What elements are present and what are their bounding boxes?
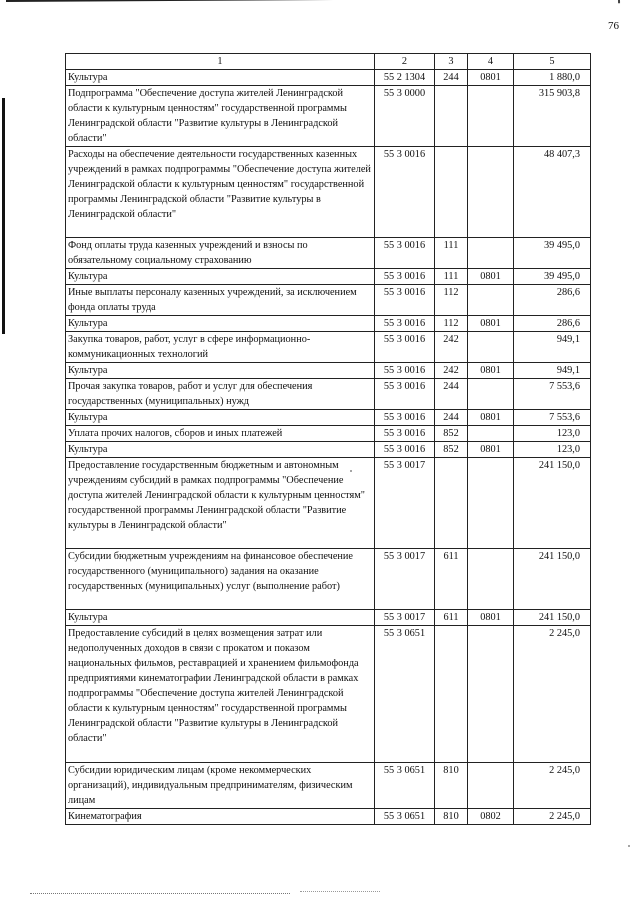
row-vr-cell: 810: [435, 763, 468, 809]
row-rz-cell: [468, 86, 514, 147]
row-name-cell: Прочая закупка товаров, работ и услуг для обеспечения государственных (муниципальных) нужд: [66, 379, 375, 410]
row-csr-cell: 55 3 0016: [375, 269, 435, 285]
table-row: [66, 809, 591, 825]
row-vr-cell: 810: [435, 809, 468, 825]
row-vr-cell: 112: [435, 285, 468, 316]
row-name-cell: Культура: [66, 610, 375, 626]
table-row: [66, 442, 591, 458]
scan-speck: [350, 470, 352, 472]
row-rz-cell: 0801: [468, 70, 514, 86]
row-rz-cell: 0802: [468, 809, 514, 825]
row-sum-cell: 315 903,8: [514, 86, 591, 147]
row-csr-cell: 55 3 0651: [375, 626, 435, 763]
table-row: [66, 626, 591, 763]
row-csr-cell: 55 3 0017: [375, 610, 435, 626]
row-sum-cell: 2 245,0: [514, 809, 591, 825]
row-name-cell: Культура: [66, 269, 375, 285]
table-row: [66, 549, 591, 610]
row-vr-cell: 111: [435, 269, 468, 285]
row-sum-cell: 241 150,0: [514, 549, 591, 610]
row-vr-cell: 112: [435, 316, 468, 332]
row-rz-cell: 0801: [468, 410, 514, 426]
table-row: [66, 86, 591, 147]
row-vr-cell: [435, 86, 468, 147]
row-vr-cell: 242: [435, 332, 468, 363]
row-vr-cell: 852: [435, 426, 468, 442]
row-rz-cell: [468, 426, 514, 442]
row-csr-cell: 55 2 1304: [375, 70, 435, 86]
row-vr-cell: [435, 147, 468, 238]
row-sum-cell: 7 553,6: [514, 379, 591, 410]
scan-noise: [300, 891, 380, 894]
table-row: [66, 610, 591, 626]
scan-noise: [30, 893, 290, 897]
row-csr-cell: 55 3 0016: [375, 442, 435, 458]
scan-margin-mark: [2, 98, 5, 334]
scan-speck: [628, 845, 630, 847]
row-sum-cell: 48 407,3: [514, 147, 591, 238]
row-csr-cell: 55 3 0017: [375, 549, 435, 610]
row-sum-cell: 949,1: [514, 363, 591, 379]
row-name-cell: Расходы на обеспечение деятельности государственных казенных учреждений в рамках подпрограммы "Обеспечение доступа жителей Ленинградской области к культурным ценностям" государственной программы Ленинградской области "Развитие культуры в Ленинградской области": [66, 147, 375, 238]
row-csr-cell: 55 3 0000: [375, 86, 435, 147]
table-row: [66, 379, 591, 410]
row-sum-cell: 123,0: [514, 442, 591, 458]
row-name-cell: Субсидии бюджетным учреждениям на финансовое обеспечение государственного (муниципального) задания на оказание государственных (муниципальных) услуг (выполнение работ): [66, 549, 375, 610]
row-name-cell: Иные выплаты персоналу казенных учреждений, за исключением фонда оплаты труда: [66, 285, 375, 316]
row-sum-cell: 7 553,6: [514, 410, 591, 426]
row-rz-cell: 0801: [468, 316, 514, 332]
row-vr-cell: 852: [435, 442, 468, 458]
row-csr-cell: 55 3 0016: [375, 316, 435, 332]
row-rz-cell: 0801: [468, 610, 514, 626]
row-sum-cell: 39 495,0: [514, 269, 591, 285]
row-sum-cell: 241 150,0: [514, 458, 591, 549]
row-vr-cell: [435, 626, 468, 763]
row-sum-cell: 286,6: [514, 285, 591, 316]
row-csr-cell: 55 3 0651: [375, 763, 435, 809]
row-csr-cell: 55 3 0016: [375, 285, 435, 316]
table-row: [66, 285, 591, 316]
row-sum-cell: 286,6: [514, 316, 591, 332]
table-row: [66, 147, 591, 238]
row-rz-cell: [468, 238, 514, 269]
row-vr-cell: 111: [435, 238, 468, 269]
row-rz-cell: [468, 332, 514, 363]
table-row: [66, 363, 591, 379]
row-csr-cell: 55 3 0016: [375, 410, 435, 426]
row-name-cell: Культура: [66, 410, 375, 426]
row-sum-cell: 39 495,0: [514, 238, 591, 269]
header-cell: 1: [66, 54, 375, 70]
table-row: [66, 269, 591, 285]
row-name-cell: Субсидии юридическим лицам (кроме некоммерческих организаций), индивидуальным предпринимателям, физическим лицам: [66, 763, 375, 809]
row-sum-cell: 949,1: [514, 332, 591, 363]
row-rz-cell: 0801: [468, 442, 514, 458]
header-cell: 3: [435, 54, 468, 70]
row-name-cell: Культура: [66, 442, 375, 458]
table-row: [66, 238, 591, 269]
row-rz-cell: [468, 285, 514, 316]
row-csr-cell: 55 3 0016: [375, 147, 435, 238]
scan-edge-line: [6, 0, 620, 7]
row-vr-cell: 244: [435, 379, 468, 410]
row-csr-cell: 55 3 0651: [375, 809, 435, 825]
row-csr-cell: 55 3 0016: [375, 379, 435, 410]
row-name-cell: Кинематография: [66, 809, 375, 825]
table-row: [66, 458, 591, 549]
header-cell: 2: [375, 54, 435, 70]
row-name-cell: Культура: [66, 316, 375, 332]
row-sum-cell: 241 150,0: [514, 610, 591, 626]
row-sum-cell: 2 245,0: [514, 763, 591, 809]
row-name-cell: Фонд оплаты труда казенных учреждений и взносы по обязательному социальному страхованию: [66, 238, 375, 269]
row-sum-cell: 2 245,0: [514, 626, 591, 763]
row-rz-cell: [468, 763, 514, 809]
row-csr-cell: 55 3 0017: [375, 458, 435, 549]
row-rz-cell: [468, 458, 514, 549]
table-row: [66, 316, 591, 332]
row-name-cell: Предоставление субсидий в целях возмещения затрат или недополученных доходов в связи с прокатом и показом национальных фильмов, реставрацией и хранением фильмофонда предприятиями кинематографии Ленинградской области в рамках подпрограммы "Обеспечение доступа жителей Ленинградской области к культурным ценностям" государственной программы Ленинградской области "Развитие культуры в Ленинградской области": [66, 626, 375, 763]
row-name-cell: Закупка товаров, работ, услуг в сфере информационно-коммуникационных технологий: [66, 332, 375, 363]
row-rz-cell: [468, 379, 514, 410]
row-rz-cell: 0801: [468, 363, 514, 379]
row-name-cell: Предоставление государственным бюджетным и автономным учреждениям субсидий в рамках подпрограммы "Обеспечение доступа жителей Ленинградской области к культурным ценностям" государственной программы Ленинградской области "Развитие культуры в Ленинградской области": [66, 458, 375, 549]
row-vr-cell: 611: [435, 549, 468, 610]
row-vr-cell: 611: [435, 610, 468, 626]
row-sum-cell: 123,0: [514, 426, 591, 442]
table-body: [66, 70, 591, 825]
row-name-cell: Уплата прочих налогов, сборов и иных платежей: [66, 426, 375, 442]
row-csr-cell: 55 3 0016: [375, 426, 435, 442]
table-row: [66, 763, 591, 809]
row-csr-cell: 55 3 0016: [375, 363, 435, 379]
budget-table: [65, 53, 591, 825]
row-csr-cell: 55 3 0016: [375, 238, 435, 269]
table-row: [66, 426, 591, 442]
row-rz-cell: 0801: [468, 269, 514, 285]
row-name-cell: Культура: [66, 363, 375, 379]
table-row: [66, 332, 591, 363]
header-cell: 5: [514, 54, 591, 70]
row-vr-cell: 244: [435, 410, 468, 426]
table-header-row: [66, 54, 591, 70]
row-vr-cell: 242: [435, 363, 468, 379]
table-row: [66, 410, 591, 426]
row-rz-cell: [468, 626, 514, 763]
row-sum-cell: 1 880,0: [514, 70, 591, 86]
row-name-cell: Культура: [66, 70, 375, 86]
row-vr-cell: 244: [435, 70, 468, 86]
page-number: 76: [608, 20, 619, 32]
header-cell: 4: [468, 54, 514, 70]
row-vr-cell: [435, 458, 468, 549]
row-rz-cell: [468, 147, 514, 238]
row-csr-cell: 55 3 0016: [375, 332, 435, 363]
row-name-cell: Подпрограмма "Обеспечение доступа жителей Ленинградской области к культурным ценностям" государственной программы Ленинградской области "Развитие культуры в Ленинградской области": [66, 86, 375, 147]
row-rz-cell: [468, 549, 514, 610]
table-row: [66, 70, 591, 86]
